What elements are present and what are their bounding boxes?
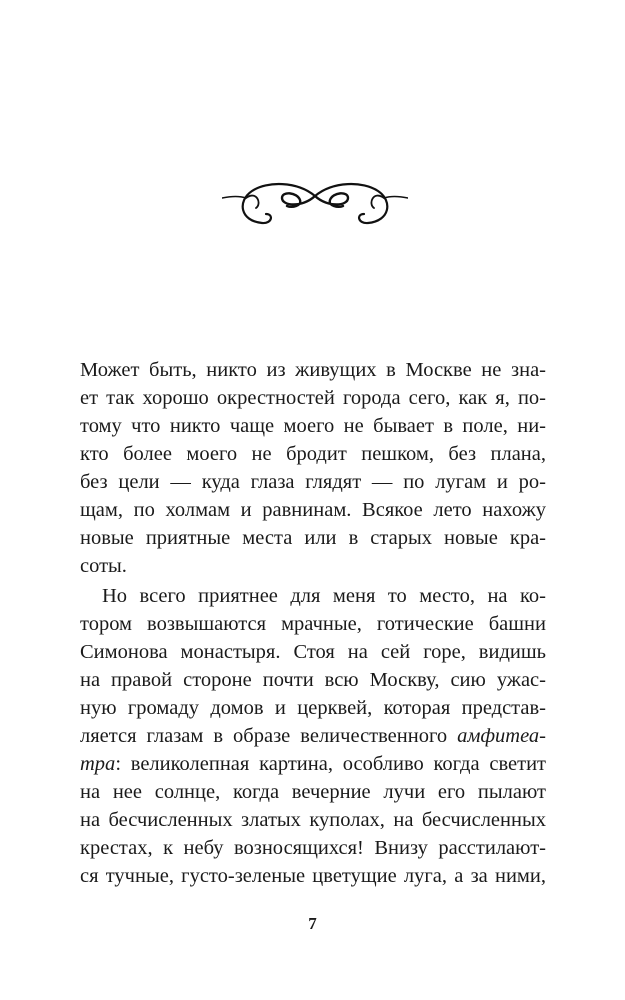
text-line: ную громаду домов и церквей, которая представ-: [80, 697, 546, 719]
text-line: щам, по холмам и равнинам. Всякое лето нахожу: [80, 499, 546, 521]
italic-term: тра: [80, 753, 116, 775]
text-line: [80, 750, 546, 778]
page-number: 7: [308, 914, 317, 933]
text-line: на нее солнце, когда вечерние лучи его пылают: [80, 781, 546, 803]
text-segment: : великолепная картина, особливо когда светит: [115, 753, 546, 775]
text-line: [80, 722, 546, 750]
text-line: тором возвышаются мрачные, готические башни: [80, 613, 546, 635]
paragraph-1: [80, 356, 546, 580]
decorative-flourish-icon: [222, 176, 408, 236]
text-line: Симонова монастыря. Стоя на сей горе, видишь: [80, 641, 546, 663]
text-line: ся тучные, густо-зеленые цветущие луга, а за ними,: [80, 865, 546, 887]
text-line: крестах, к небу возносящихся! Внизу расстилают-: [80, 837, 546, 859]
text-line: новые приятные места или в старых новые кра-: [80, 527, 546, 549]
text-line: Может быть, никто из живущих в Москве не зна-: [80, 359, 546, 381]
text-line: на бесчисленных златых куполах, на бесчисленных: [80, 809, 546, 831]
text-line: на правой стороне почти всю Москву, сию ужас-: [80, 669, 546, 691]
text-line: кто более моего не бродит пешком, без плана,: [80, 443, 546, 465]
text-line: ет так хорошо окрестностей города сего, как я, по-: [80, 387, 546, 409]
text-line: соты.: [80, 555, 127, 577]
text-line: тому что никто чаще моего не бывает в поле, ни-: [80, 415, 546, 437]
text-line: без цели — куда глаза глядят — по лугам и ро-: [80, 471, 546, 493]
body-text: [80, 356, 546, 890]
italic-term: амфитеа-: [457, 725, 546, 747]
text-segment: ляется глазам в образе величественного: [80, 725, 458, 747]
paragraph-2: [80, 582, 546, 890]
text-line: Но всего приятнее для меня то место, на ко-: [102, 585, 546, 607]
